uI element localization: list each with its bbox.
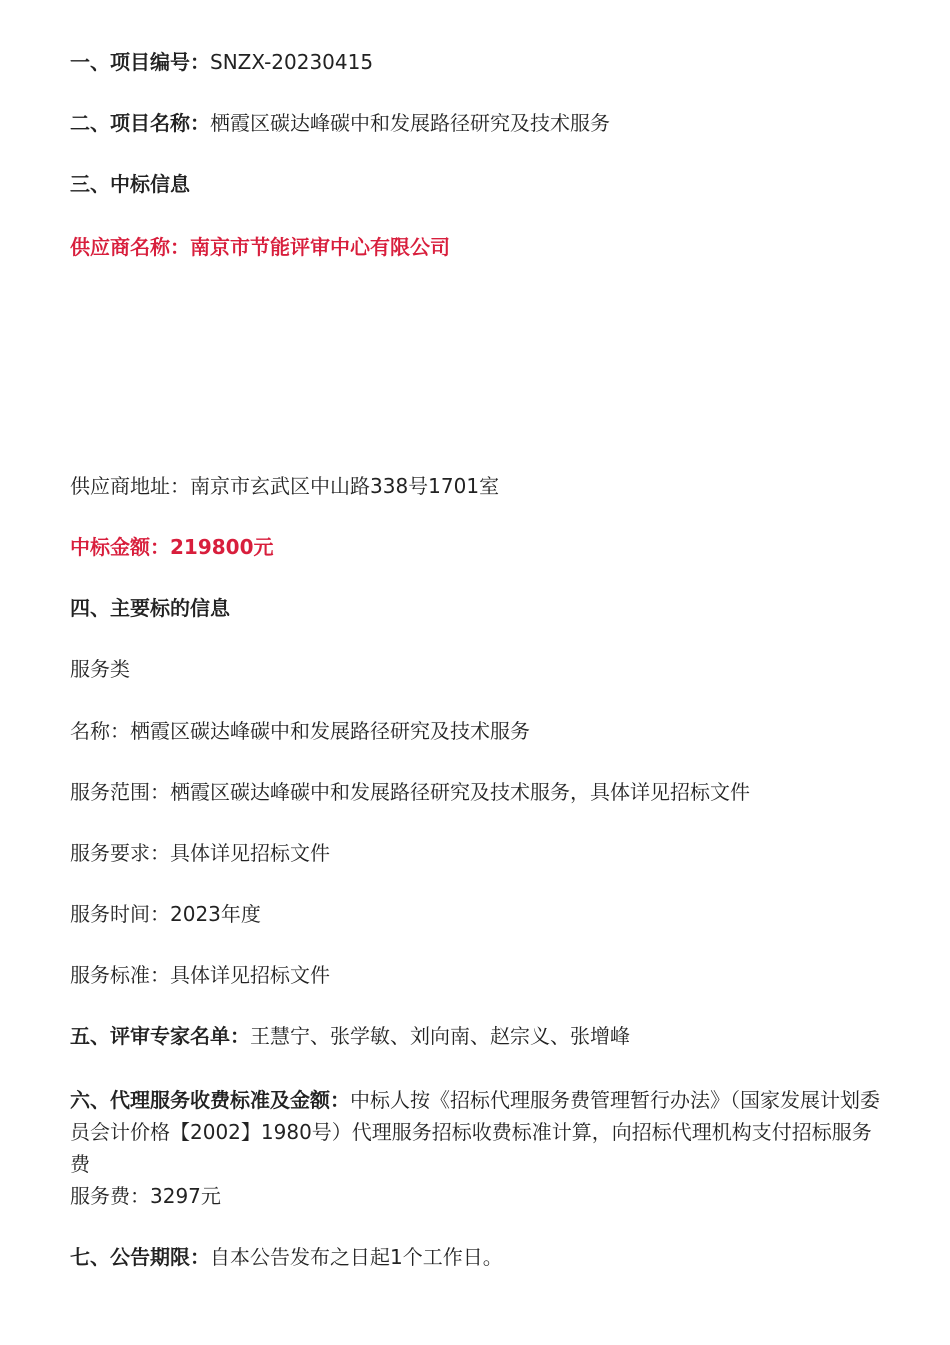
- supplier-name-value: 南京市节能评审中心有限公司: [190, 235, 450, 259]
- subject-category: 服务类: [70, 657, 130, 681]
- project-number-label: 一、项目编号：: [70, 50, 210, 74]
- experts-value: 王慧宁、张学敏、刘向南、赵宗义、张增峰: [250, 1024, 630, 1048]
- award-amount-value: 219800元: [170, 535, 274, 559]
- service-fee: 服务费：3297元: [70, 1184, 221, 1208]
- experts-row: [70, 1020, 885, 1052]
- award-amount-row: [70, 531, 885, 563]
- project-name-value: 栖霞区碳达峰碳中和发展路径研究及技术服务: [210, 111, 610, 135]
- award-info-heading: 三、中标信息: [70, 172, 190, 196]
- award-amount-label: 中标金额：: [70, 535, 170, 559]
- supplier-address-value: 南京市玄武区中山路338号1701室: [190, 474, 500, 498]
- supplier-address-row: [70, 470, 885, 502]
- notice-period-value: 自本公告发布之日起1个工作日。: [210, 1245, 503, 1269]
- service-standard: 服务标准：具体详见招标文件: [70, 963, 330, 987]
- subject-name: 名称：栖霞区碳达峰碳中和发展路径研究及技术服务: [70, 719, 530, 743]
- service-scope: 服务范围：栖霞区碳达峰碳中和发展路径研究及技术服务，具体详见招标文件: [70, 780, 750, 804]
- supplier-name-label: 供应商名称：: [70, 235, 190, 259]
- service-requirements: 服务要求：具体详见招标文件: [70, 841, 330, 865]
- project-number-value: SNZX-20230415: [210, 50, 374, 74]
- supplier-name-row: [70, 231, 885, 263]
- project-name-row: [70, 107, 885, 139]
- experts-label: 五、评审专家名单：: [70, 1024, 250, 1048]
- notice-period-row: [70, 1241, 885, 1273]
- project-name-label: 二、项目名称：: [70, 111, 210, 135]
- agency-fee-paragraph: [70, 1084, 885, 1180]
- notice-period-label: 七、公告期限：: [70, 1245, 210, 1269]
- main-subject-heading: 四、主要标的信息: [70, 596, 230, 620]
- service-time: 服务时间：2023年度: [70, 902, 261, 926]
- project-number-row: [70, 46, 885, 78]
- agency-fee-label: 六、代理服务收费标准及金额：: [70, 1088, 350, 1112]
- supplier-address-label: 供应商地址：: [70, 474, 190, 498]
- agency-fee-text: 中标人按《招标代理服务费管理暂行办法》（国家发展计划委员会计价格【2002】1980号）代理服务招标收费标准计算，向招标代理机构支付招标服务费: [70, 1088, 880, 1176]
